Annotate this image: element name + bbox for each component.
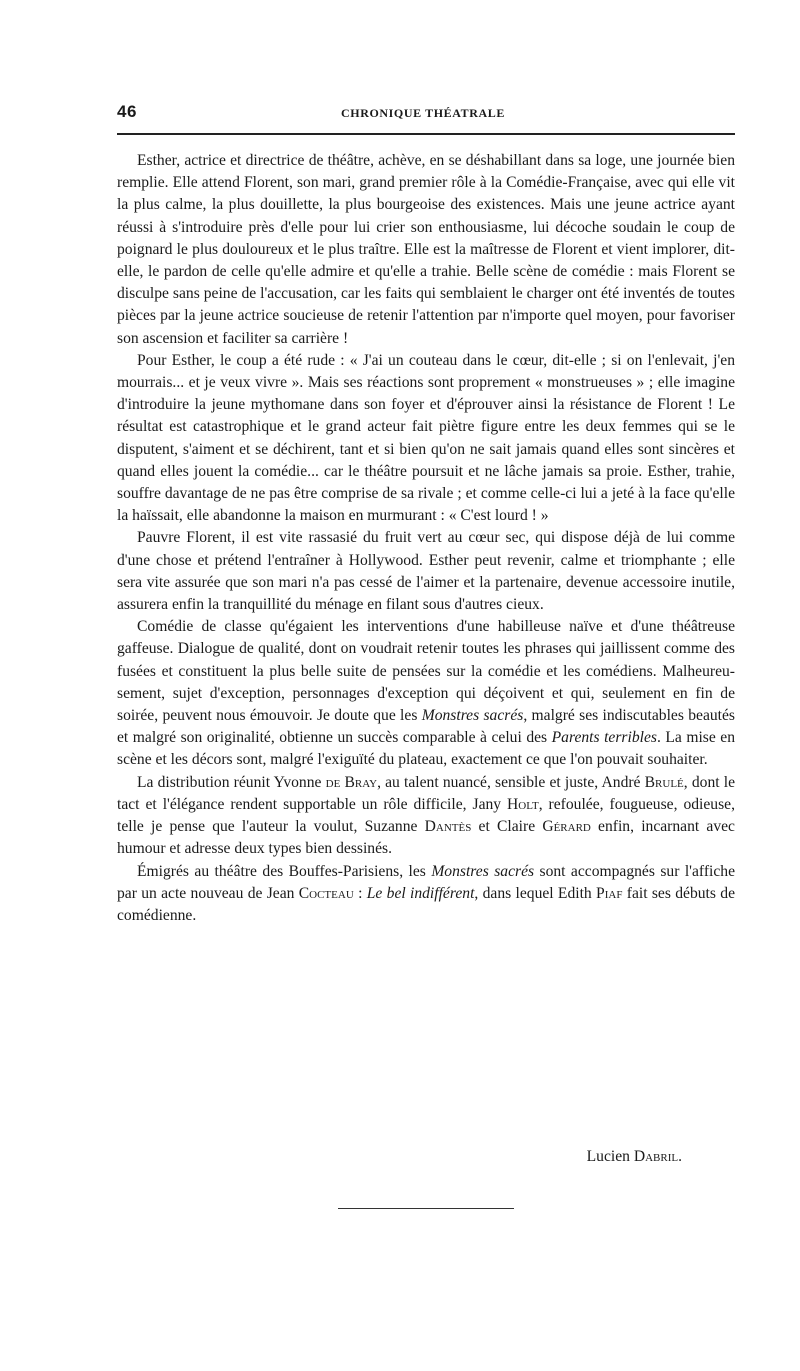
page-header: [117, 100, 735, 130]
actor-name-piaf: Piaf: [596, 884, 623, 902]
paragraph-5: [117, 772, 735, 861]
actor-name-brule: Brulé: [644, 773, 684, 791]
paragraph-4-text-b: , malgré ses indiscutables beautés et malgré son originalité, obtienne un succès comparable à celui des: [117, 707, 735, 747]
actor-name-holt: Holt: [507, 795, 539, 813]
paragraph-6-text-b: sont accompagnés sur l'affiche par un acte nouveau de Jean: [117, 862, 735, 902]
paragraph-5-text-c: , dont le tact et l'élégance rendent supportable un rôle difficile, Jany: [117, 773, 735, 813]
paragraph-5-text-b: , au talent nuancé, sensible et juste, André: [377, 773, 645, 791]
running-title: CHRONIQUE THÉATRALE: [341, 106, 505, 120]
paragraph-5-text-d: , refoulée, fougueuse, odieuse, telle je pense que l'auteur la voulut, Suzanne: [117, 795, 735, 836]
author-signature: [587, 1146, 682, 1168]
paragraph-5-text-e: et Claire: [471, 818, 543, 836]
header-rule: [117, 133, 735, 135]
paragraph-2: Pour Esther, le coup a été rude : « J'ai un couteau dans le cœur, dit-elle ; si on l'enlevait, j'en mourrais... et je veux vivre ». Mais ses réactions sont proprement « monstrueuses » ; elle imagine d'introduire la jeune mythomane dans son foyer et d'éprouver ainsi la résistance de Florent ! Le résultat est catastrophique et le grand acteur fait piètre figure entre les deux femmes qui se le disputent, s'aiment et se déchirent, tant et si bien qu'on ne sait jamais quand elles sont sincères et quand elles jouent la comédie... car le théâtre poursuit et ne lâche jamais sa proie. Esther, trahie, souffre davantage de ne pas être comprise de sa rivale ; et comme celle-ci lui a jeté à la face qu'elle la haïssait, elle abandonne la maison en murmurant : « C'est lourd ! »: [117, 351, 735, 525]
paragraph-6-text-e: fait ses débuts de comédienne.: [117, 884, 735, 924]
actor-name-gerard: Gérard: [542, 818, 591, 836]
paragraph-6: [117, 861, 735, 928]
paragraph-3: Pauvre Florent, il est vite rassasié du fruit vert au cœur sec, qui dispose déjà de lui comme d'une chose et prétend l'entraîner à Hollywood. Esther peut revenir, calme et triomphante ; elle sera vite assurée que son mari n'a pas cessé de l'aimer et la partenaire, devenue accessoire inutile, assurera enfin la tranquillité du ménage en filant sous d'autres cieux.: [117, 529, 735, 614]
signature-last-name: Dabril.: [633, 1148, 682, 1165]
actor-name-de-bray: de Bray: [325, 773, 378, 791]
actor-name-dantes: Dantès: [424, 818, 472, 836]
paragraph-5-text-a: La distribution réunit Yvonne: [137, 773, 326, 791]
paragraph-6-text-d: , dans lequel Edith: [474, 884, 597, 902]
play-title-parents-terribles: Parents terribles: [551, 729, 657, 747]
paragraph-4-text-a: Comédie de classe qu'égaient les interventions d'une habilleuse naïve et d'une théâtreuse gaffeuse. Dialogue de qualité, dont on voudrait retenir toutes les phrases qui jaillissent comme des fusées et constituent la plus belle suite de pensées sur la comédie et les comédiens. Malheureusement, sujet d'exception, personnages d'exception qui déçoivent et qui, seulement en fin de soirée, peuvent nous émouvoir. Je doute que les: [117, 618, 735, 725]
play-title-bel-indifferent: Le bel indifférent: [366, 884, 475, 902]
play-title-monstres-sacres-2: Monstres sacrés: [431, 862, 535, 880]
paragraph-5-text-f: enfin, incarnant avec humour et adresse deux types bien dessinés.: [117, 818, 735, 858]
paragraph-1: Esther, actrice et directrice de théâtre, achève, en se déshabillant dans sa loge, une journée bien remplie. Elle attend Florent, son mari, grand premier rôle à la Comédie-Française, avec qui elle vit la plus calme, la plus douillette, la plus bourgeoise des existences. Mais une jeune actrice ayant réussi à s'introduire près d'elle pour lui crier son enthousiasme, lui décoche soudain le coup de poignard le plus douloureux et le plus traître. Elle est la maîtresse de Florent et vient implorer, dit-elle, le pardon de celle qu'elle admire et qu'elle a trahie. Belle scène de comédie : mais Florent se disculpe sans peine de l'accusation, car les faits qui semblaient le charger ont été inventés de toutes pièces par la jeune actrice soucieuse de retenir l'attention par n'importe quel moyen, pour favoriser son ascension et faciliter sa carrière !: [117, 152, 735, 347]
page-number: 46: [117, 102, 137, 121]
play-title-monstres-sacres: Monstres sacrés: [421, 707, 524, 725]
paragraph-6-text-c: :: [353, 884, 367, 902]
paragraph-4-text-c: . La mise en scène et les décors sont, malgré l'exiguïté du plateau, exactement ce que l'on pouvait souhaiter.: [117, 729, 736, 769]
article-body: [117, 150, 735, 927]
author-name-cocteau: Cocteau: [298, 884, 354, 902]
paragraph-6-text-a: Émigrés au théâtre des Bouffes-Parisiens, les: [137, 862, 432, 880]
end-rule: [338, 1208, 514, 1209]
paragraph-4: [117, 616, 735, 771]
signature-first-name: Lucien: [586, 1148, 634, 1165]
